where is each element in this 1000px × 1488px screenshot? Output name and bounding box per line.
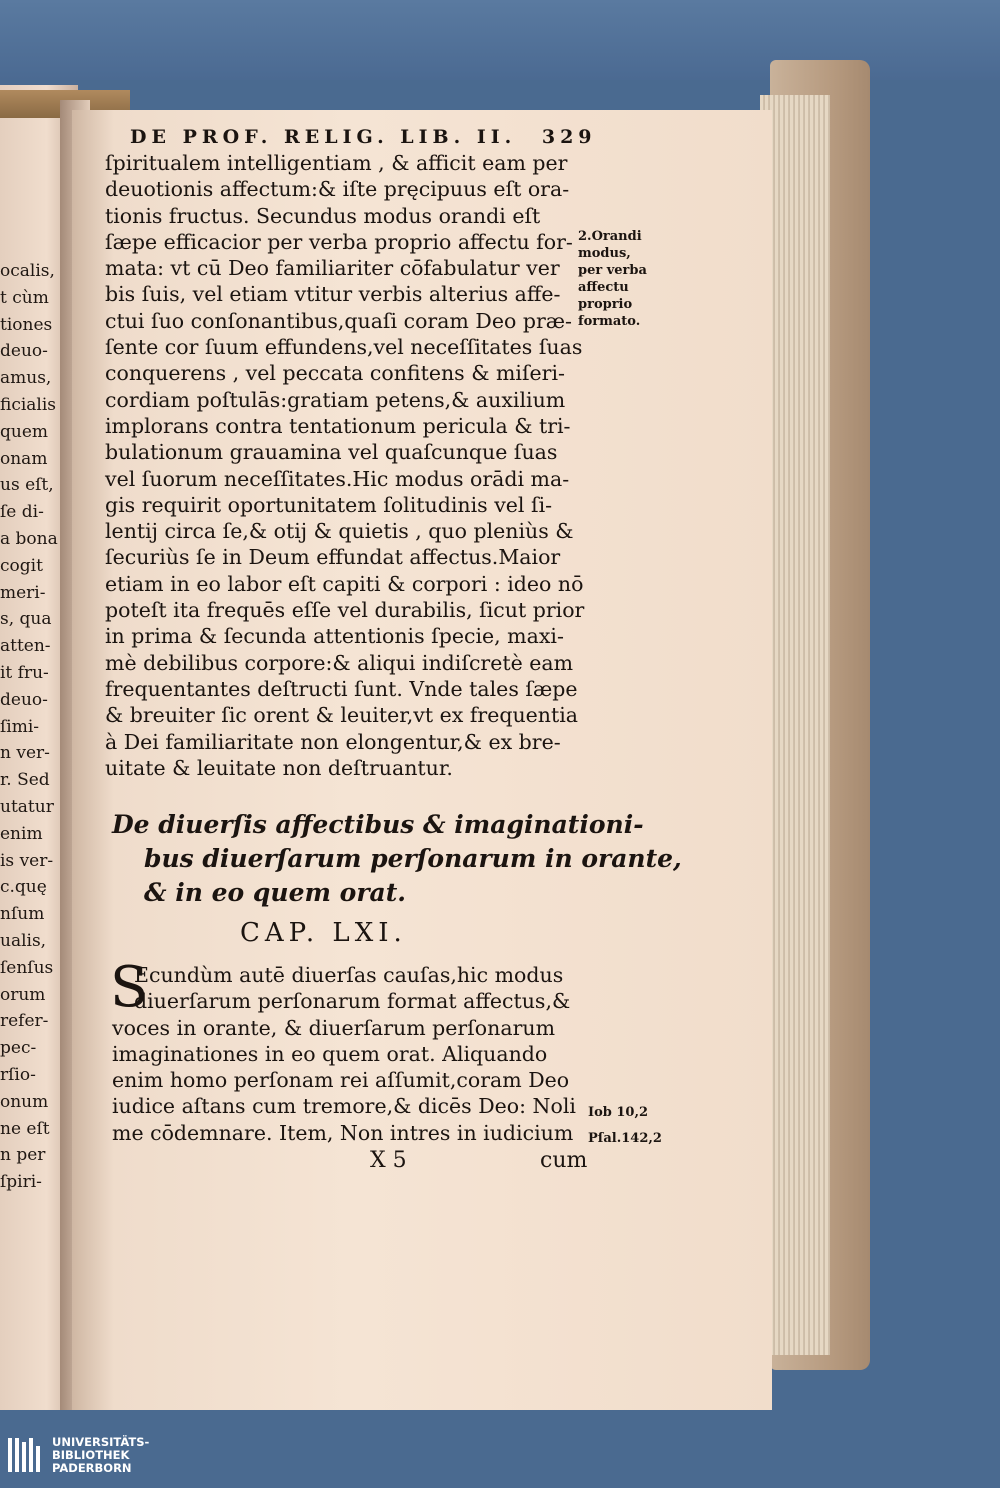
left-fragment: ſenſus [0,957,54,978]
margin-citation [588,1100,662,1152]
text-line: bis ſuis, vel etiam vtitur verbis alterius affe- [105,282,561,307]
left-fragment: s, qua [0,609,52,630]
left-fragment: ne eſt [0,1118,50,1139]
text-line: vel ſuorum neceſſitates.Hic modus orādi ma- [105,466,570,491]
header-title: DE PROF. RELIG. LIB. II. [130,126,517,148]
logo-line: BIBLIOTHEK [52,1448,130,1462]
left-fragment: utatur [0,796,54,817]
left-fragment: tiones [0,314,53,335]
text-line: à Dei familiaritate non elongentur,& ex bre- [105,729,561,754]
logo-line: UNIVERSITÄTS- [52,1435,150,1449]
heading-line: De diuerſis affectibus & imaginationi- [112,810,644,839]
text-line: gis requirit oportunitatem ſolitudinis vel ſi- [105,492,553,517]
margin-note-line: per verba [578,263,647,278]
margin-note-line: formato. [578,314,641,329]
left-fragment: n per [0,1145,46,1166]
margin-note-line: modus, [578,246,631,261]
text-line: frequentantes deſtructi ſunt. Vnde tales ſæpe [105,676,578,701]
left-fragment: us eſt, [0,475,54,496]
catchword: cum [540,1148,588,1173]
text-line: voces in orante, & diuerſarum perſonarum [112,1015,556,1040]
margin-note-line: affectu [578,280,629,295]
heading-line: bus diuerſarum perſonarum in orante, [144,844,682,873]
text-line: mè debilibus corpore:& aliqui indiſcretè eam [105,650,574,675]
left-fragment: is ver- [0,850,54,871]
text-line: ctui ſuo conſonantibus,quaſi coram Deo præ- [105,308,572,333]
margin-note-line: 2.Orandi [578,229,642,244]
left-fragment: onum [0,1091,49,1112]
left-fragment: it fru- [0,662,49,683]
citation-line: Pſal.142,2 [588,1131,662,1146]
text-line: Ecundùm autē diuerſas cauſas,hic modus [134,963,564,987]
left-fragment: r. Sed [0,770,50,791]
left-fragment: amus, [0,368,52,389]
citation-line: Iob 10,2 [588,1105,649,1120]
left-fragment: pec- [0,1038,37,1059]
margin-note-line: proprio [578,297,633,312]
heading-line: & in eo quem orat. [144,878,406,907]
text-line: ſecuriùs ſe in Deum effundat affectus.Maior [105,545,561,570]
left-fragment: a bona [0,528,58,549]
text-line: & breuiter ſic orent & leuiter,vt ex frequentia [105,703,579,728]
left-fragment: rſio- [0,1064,36,1085]
text-line: cordiam poſtulās:gratiam petens,& auxilium [105,387,566,412]
left-fragment: ualis, [0,930,47,951]
left-fragment: deuo- [0,341,48,362]
left-fragment: nſum [0,904,45,925]
signature-mark: X 5 [370,1148,407,1173]
text-line: imaginationes in eo quem orat. Aliquando [112,1041,548,1066]
left-fragment: c.quę [0,877,47,898]
text-line: mata: vt cū Deo familiariter cōfabulatur ver [105,256,560,281]
section-heading [112,808,682,910]
chapter-text [110,955,576,1146]
text-line: etiam in eo labor eſt capiti & corpori : ideo nō [105,571,584,596]
library-logo-text [52,1436,149,1475]
text-line: ſente cor ſuum effundens,vel neceſſitates ſuas [105,335,583,360]
text-line: ſæpe efficacior per verba proprio affectu for- [105,229,573,254]
text-line: bulationum grauamina vel quaſcunque ſuas [105,440,558,465]
text-line: poteſt ita frequēs eſſe vel durabilis, ſicut prior [105,598,585,623]
text-line: enim homo perſonam rei aſſumit,coram Deo [112,1068,570,1093]
left-fragment: ſpiri- [0,1172,42,1193]
left-fragment: ficialis [0,394,57,415]
text-line: me cōdemnare. Item, Non intres in iudicium [112,1120,574,1145]
text-line: in prima & ſecunda attentionis ſpecie, maxi- [105,624,564,649]
page-number: 329 [541,126,597,148]
logo-line: PADERBORN [52,1461,132,1475]
text-line: lentij circa ſe,& otij & quietis , quo pleniùs & [105,519,574,544]
main-text [105,150,584,781]
left-fragment: ſimi- [0,716,40,737]
text-line: tionis fructus. Secundus modus orandi eſt [105,203,541,228]
left-fragment: deuo- [0,689,48,710]
text-line: ſpiritualem intelligentiam , & afficit eam per [105,151,568,175]
left-fragment: meri- [0,582,46,603]
left-fragment: atten- [0,636,51,657]
left-page-text [0,258,58,1196]
left-fragment: t cùm [0,287,49,308]
left-fragment: cogit [0,555,43,576]
text-line: iudice aſtans cum tremore,& dicēs Deo: Noli [112,1094,576,1119]
left-fragment: orum [0,984,46,1005]
left-fragment: onam [0,448,48,469]
left-fragment: n ver- [0,743,50,764]
left-fragment: refer- [0,1011,49,1032]
left-fragment: enim [0,823,43,844]
library-logo-icon [8,1438,44,1472]
text-line: implorans contra tentationum pericula & tri- [105,413,571,438]
text-line: uitate & leuitate non deſtruantur. [105,755,453,780]
margin-note [578,228,647,330]
running-header [130,126,597,148]
text-line: deuotionis affectum:& iſte pręcipuus eſt ora- [105,177,570,202]
chapter-title: CAP. LXI. [240,918,407,948]
left-fragment: ſe di- [0,502,44,523]
left-fragment: ocalis, [0,261,55,281]
left-fragment: quem [0,421,49,442]
bottom-bar [0,1410,1000,1488]
drop-cap: S [110,955,149,1020]
text-line: diuerſarum perſonarum format affectus,& [134,989,571,1014]
text-line: conquerens , vel peccata confitens & miſeri- [105,361,565,386]
